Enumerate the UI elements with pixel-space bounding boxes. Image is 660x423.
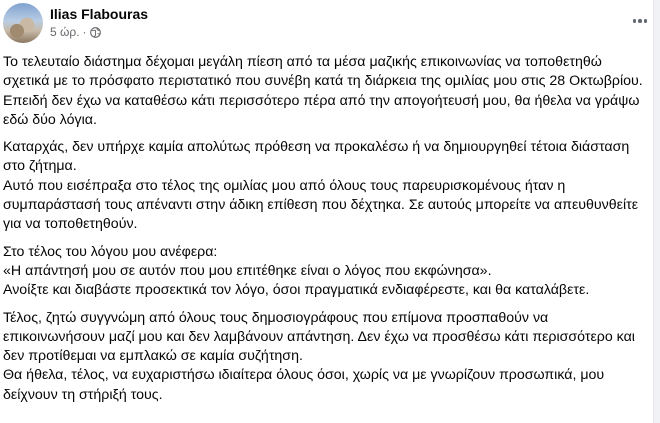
- post-body: [3, 53, 643, 413]
- post-text-line: Αυτό που εισέπραξα στο τέλος της ομιλίας μου από όλους τους παρευρισκομένους ήταν η συμπαράστασή τους απέναντι στην άδικη επίθεση που δέχτηκα. Σε αυτούς μπορείτε να απευθυνθείτε για να τοποθετηθούν.: [3, 177, 639, 233]
- post-text-line: «Η απάντησή μου σε αυτόν που μου επιτέθηκε είναι ο λόγος που εκφώνησα».: [3, 262, 492, 279]
- meta-separator: ·: [82, 25, 87, 39]
- post-text-line: Τέλος, ζητώ συγγνώμη από όλους τους δημοσιογράφους που επίμονα προσπαθούν να επικοινωνήσουν μαζί μου και δεν λαμβάνουν απάντηση. Δεν έχω να προσθέσω κάτι περισσότερο και δεν προτίθεμαι να εμπλακώ σε καμία συζήτηση.: [3, 309, 635, 365]
- more-options-icon-dot: [644, 19, 648, 23]
- post-text-line: Επειδή δεν έχω να καταθέσω κάτι περισσότερο πέρα από την απογοήτευσή μου, θα ήθελα να γράψω εδώ δύο λόγια.: [3, 92, 640, 128]
- globe-icon: [90, 27, 101, 38]
- post-text-line: Ανοίξτε και διαβάστε προσεκτικά τον λόγο, όσοι πραγματικά ενδιαφέρεστε, και θα καταλάβετε.: [3, 282, 590, 299]
- post-paragraph: [3, 138, 643, 234]
- post-time[interactable]: 5 ώρ.: [50, 25, 80, 39]
- post-text-line: Στο τέλος του λόγου μου ανέφερα:: [3, 243, 218, 260]
- post-paragraph: [3, 53, 643, 130]
- post-text-line: Το τελευταίο διάστημα δέχομαι μεγάλη πίεση από τα μέσα μαζικής επικοινωνίας να τοποθετηθώ σχετικά με το πρόσφατο περιστατικό που συνέβη κατά τη διάρκεια της ομιλίας μου στις 28 Οκτωβρίου.: [3, 54, 643, 90]
- post-header: [0, 0, 650, 48]
- post-paragraph: [3, 243, 643, 301]
- scrollbar-track[interactable]: [653, 0, 660, 423]
- more-options-button[interactable]: [628, 14, 652, 28]
- author-avatar[interactable]: [3, 3, 43, 43]
- post-paragraph: [3, 309, 643, 405]
- post-meta: [50, 25, 101, 39]
- post-text-line: Καταρχάς, δεν υπήρχε καμία απολύτως πρόθεση να προκαλέσω ή να δημιουργηθεί τέτοια διάσταση στο ζήτημα.: [3, 139, 630, 175]
- author-name[interactable]: Ilias Flabouras: [50, 6, 149, 22]
- more-options-icon: [633, 19, 637, 23]
- post-text-line: Θα ήθελα, τέλος, να ευχαριστήσω ιδιαίτερα όλους όσοι, χωρίς να με γνωρίζουν προσωπικά, μου δείχνουν τη στήριξή τους.: [3, 367, 605, 403]
- more-options-icon-dot: [638, 19, 642, 23]
